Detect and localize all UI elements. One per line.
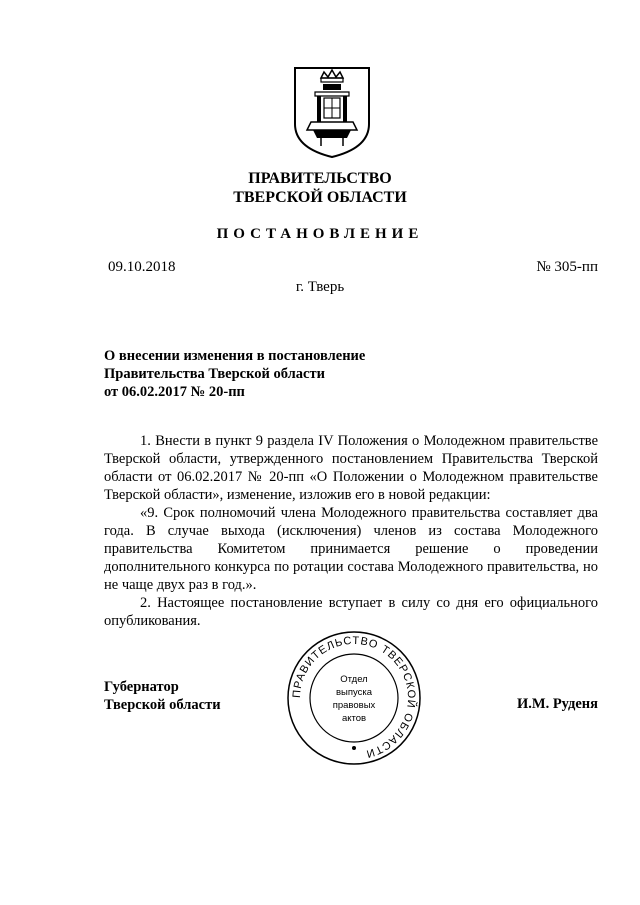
org-line-2: ТВЕРСКОЙ ОБЛАСТИ [233, 189, 407, 206]
stamp-line-3: правовых [332, 700, 376, 711]
subject-line-1: О внесении изменения в постановление [104, 348, 366, 364]
document-type: ПОСТАНОВЛЕНИЕ [216, 226, 424, 242]
signer-title [104, 678, 221, 714]
signer-name: И.М. Руденя [516, 696, 598, 712]
stamp-line-4: актов [341, 713, 367, 724]
stamp-line-2: выпуска [335, 687, 373, 698]
subject-line-3: от 06.02.2017 № 20-пп [104, 384, 245, 400]
document-number: № 305-пп [536, 259, 598, 275]
document-date: 09.10.2018 [108, 259, 176, 275]
organization-name [0, 169, 640, 207]
document-subject [104, 347, 365, 401]
body-paragraph-3: 2. Настоящее постановление вступает в силу со дня его официального опубликования. [104, 595, 598, 629]
stamp-ring-text: ПРАВИТЕЛЬСТВО ТВЕРСКОЙ ОБЛАСТИ [290, 634, 418, 760]
stamp-line-1: Отдел [340, 674, 368, 685]
signer-title-line-2: Тверской области [104, 697, 221, 713]
official-stamp [284, 628, 424, 768]
org-line-1: ПРАВИТЕЛЬСТВО [248, 170, 392, 187]
coat-of-arms-icon [291, 64, 373, 160]
subject-line-2: Правительства Тверской области [104, 366, 325, 382]
body-paragraph-2: «9. Срок полномочий члена Молодежного правительства составляет два года. В случае выхода (исключения) членов из состава Молодежного правительства Комитетом принимается решение о проведении дополнительного конкурса по ротации состава Молодежного правительства, но не чаще двух раз в год.». [104, 505, 598, 593]
document-city: г. Тверь [295, 279, 345, 295]
signer-title-line-1: Губернатор [104, 679, 179, 695]
document-body [104, 432, 598, 630]
stamp-dot [352, 746, 356, 750]
body-paragraph-1: 1. Внести в пункт 9 раздела IV Положения о Молодежном правительстве Тверской области, утвержденного постановлением Правительства Тверской области от 06.02.2017 № 20-пп «О Положении о Молодежном правительстве Тверской области», изменение, изложив его в новой редакции: [104, 433, 598, 503]
